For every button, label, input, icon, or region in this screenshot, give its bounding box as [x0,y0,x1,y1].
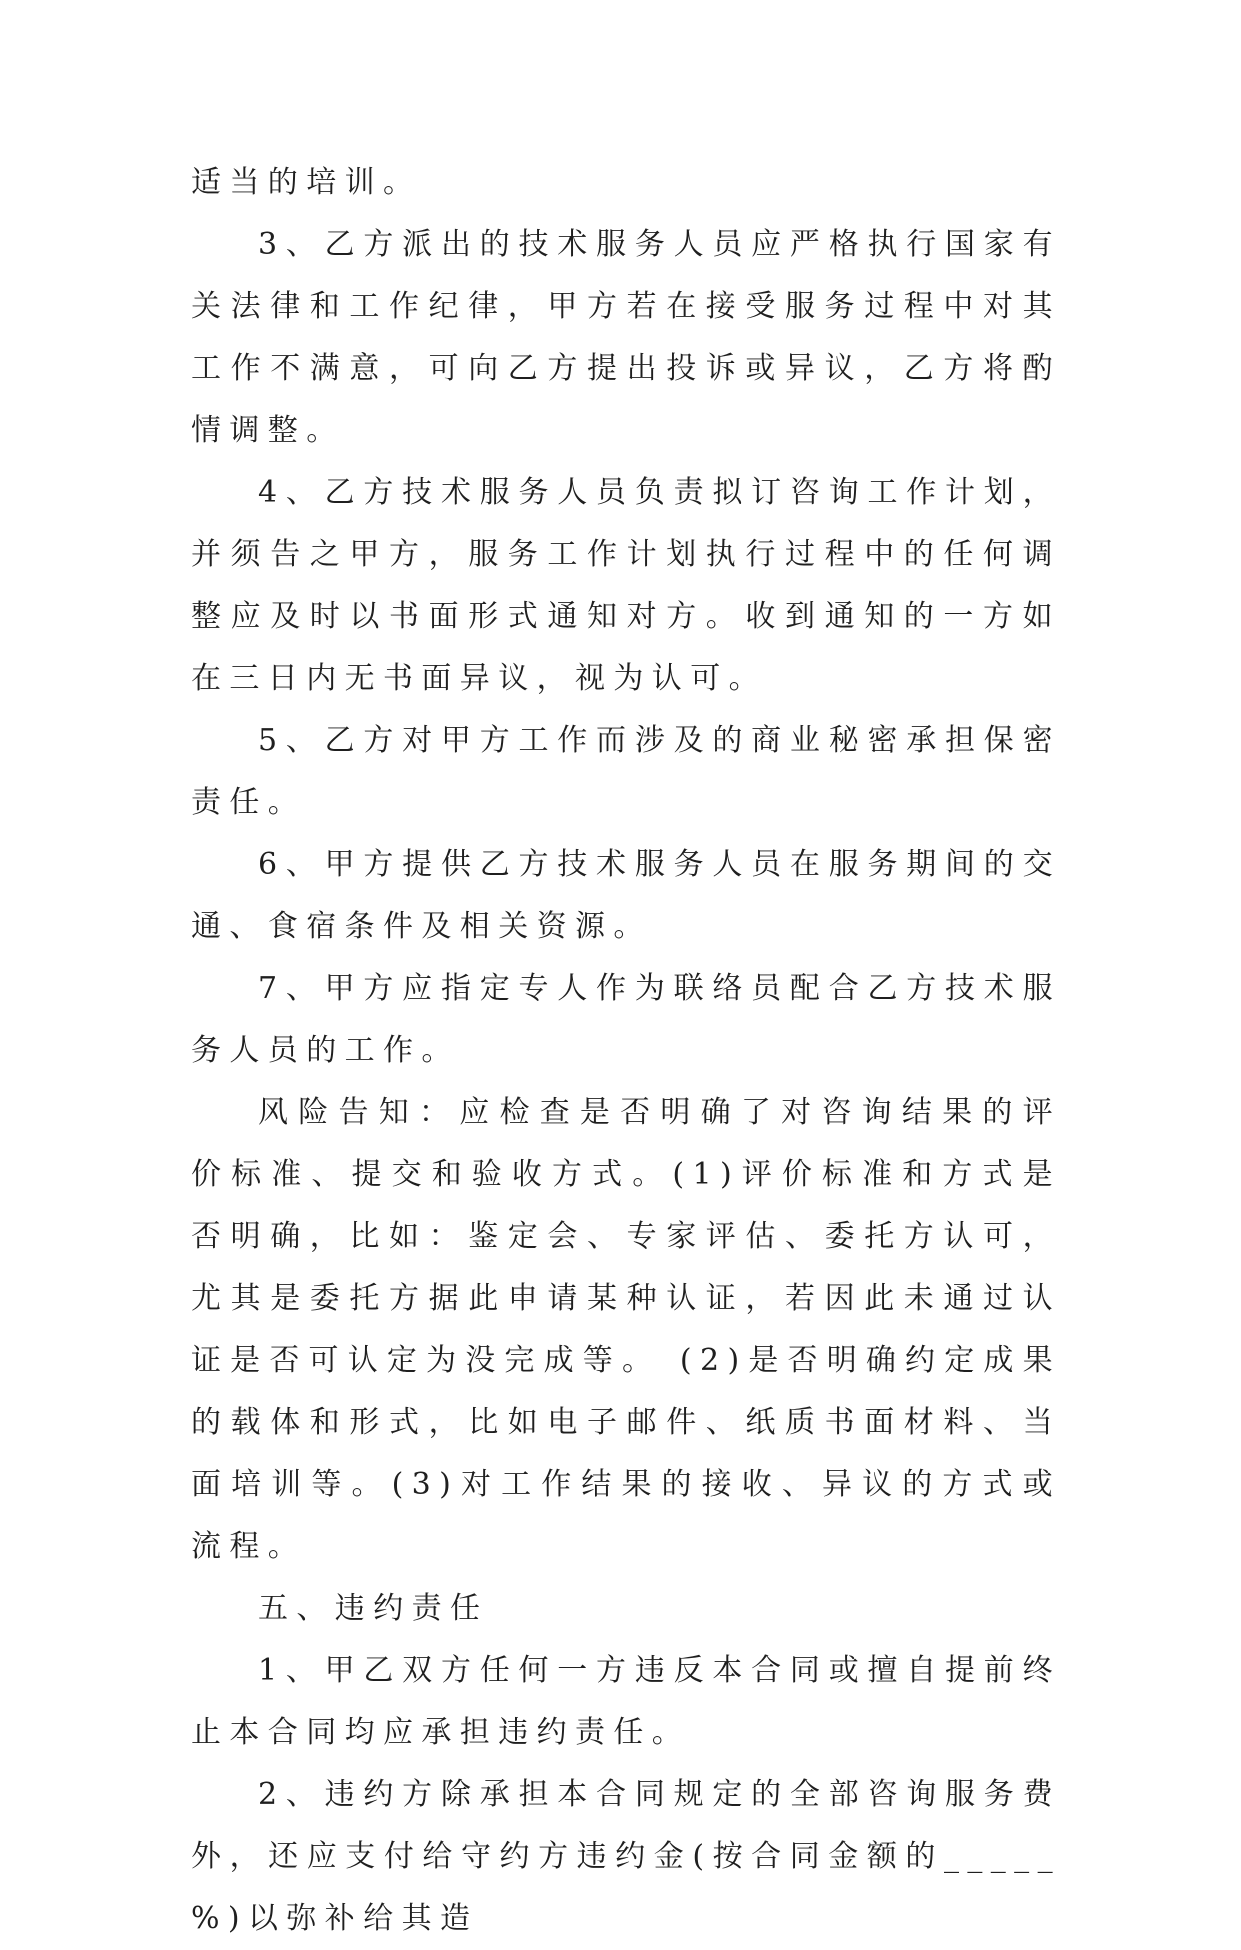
paragraph-clause-7: 7、甲方应指定专人作为联络员配合乙方技术服务人员的工作。 [191,971,1061,1068]
paragraph-breach-1: 1、甲乙双方任何一方违反本合同或擅自提前终止本合同均应承担违约责任。 [191,1653,1061,1750]
section-heading-breach-liability: 五、违约责任 [258,1591,489,1626]
paragraph-clause-3: 3、乙方派出的技术服务人员应严格执行国家有关法律和工作纪律，甲方若在接受服务过程中对其工作不满意，可向乙方提出投诉或异议，乙方将酌情调整。 [191,227,1061,448]
paragraph-risk-notice: 风险告知：应检查是否明确了对咨询结果的评价标准、提交和验收方式。(1)评价标准和方式是否明确，比如：鉴定会、专家评估、委托方认可，尤其是委托方据此申请某种认证，若因此未通过认证是否可认定为没完成等。 (2)是否明确约定成果的载体和形式，比如电子邮件、纸质书面材料、当面培训等。(3)对工作结果的接收、异议的方式或流程。 [191,1095,1061,1564]
paragraph-training-end: 适当的培训。 [191,165,422,200]
paragraph-clause-5: 5、乙方对甲方工作而涉及的商业秘密承担保密责任。 [191,723,1061,820]
document-body [191,152,1061,1950]
paragraph-clause-4: 4、乙方技术服务人员负责拟订咨询工作计划，并须告之甲方，服务工作计划执行过程中的任何调整应及时以书面形式通知对方。收到通知的一方如在三日内无书面异议，视为认可。 [191,475,1061,696]
paragraph-breach-2: 2、违约方除承担本合同规定的全部咨询服务费外，还应支付给守约方违约金(按合同金额的_____%)以弥补给其造 [191,1777,1061,1936]
paragraph-clause-6: 6、甲方提供乙方技术服务人员在服务期间的交通、食宿条件及相关资源。 [191,847,1061,944]
